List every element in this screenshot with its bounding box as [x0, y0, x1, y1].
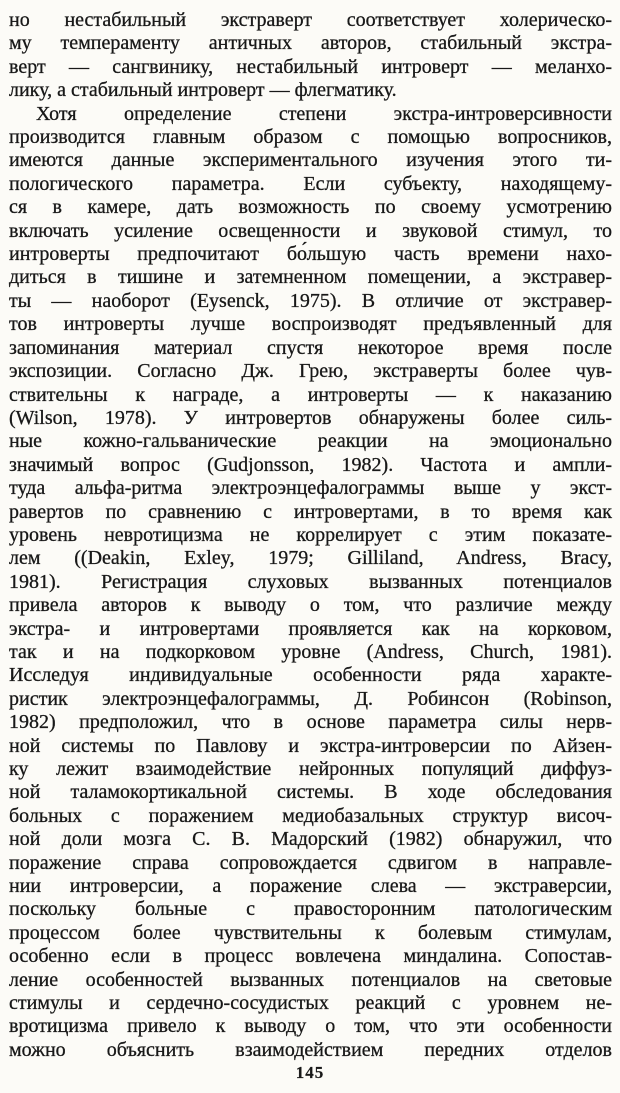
page-number: 145: [295, 1063, 325, 1082]
text-line: можно объяснить взаимодействием передних отделов: [9, 1038, 612, 1061]
text-line: включать усиление освещенности и звуковой стимул, то: [9, 219, 612, 242]
text-line: ты — наоборот (Eysenck, 1975). В отличие от экстравер-: [9, 289, 612, 312]
text-line: поражение справа сопровождается сдвигом в направле-: [9, 851, 612, 874]
text-line: верт — сангвинику, нестабильный интроверт — меланхо-: [9, 55, 612, 78]
text-line: ной таламокортикальной системы. В ходе обследования: [9, 781, 612, 804]
text-line: особенно если в процесс вовлечена миндалина. Сопостав-: [9, 945, 612, 968]
text-line: экстра- и интровертами проявляется как на корковом,: [9, 617, 612, 640]
text-line: 1982) предположил, что в основе параметра силы нерв-: [9, 711, 612, 734]
text-line: имеются данные экспериментального изучения этого ти-: [9, 149, 612, 172]
text-line: ление особенностей вызванных потенциалов на световые: [9, 968, 612, 991]
text-line: запоминания материал спустя некоторое время после: [9, 336, 612, 359]
text-line: Исследуя индивидуальные особенности ряда характе-: [9, 664, 612, 687]
text-line: ся в камере, дать возможность по своему усмотрению: [9, 196, 612, 219]
text-line: диться в тишине и затемненном помещении, а экстравер-: [9, 266, 612, 289]
text-line: поскольку больные с правосторонним патологическим: [9, 898, 612, 921]
text-line: значимый вопрос (Gudjonsson, 1982). Частота и ампли-: [9, 453, 612, 476]
text-line: ствительны к награде, а интроверты — к наказанию: [9, 383, 612, 406]
text-line: Хотя определение степени экстра-интроверсивности: [36, 102, 612, 125]
text-line: но нестабильный экстраверт соответствует холерическо-: [9, 9, 612, 31]
text-line: вротицизма привело к выводу о том, что эти особенности: [9, 1015, 612, 1038]
text-line: ной доли мозга С. В. Мадорский (1982) обнаружил, что: [9, 828, 612, 851]
text-line: (Wilson, 1978). У интровертов обнаружены более силь-: [9, 406, 612, 429]
text-line: производится главным образом с помощью вопросников,: [9, 126, 612, 149]
text-line: ной системы по Павлову и экстра-интроверсии по Айзен-: [9, 734, 612, 757]
text-line: экспозиции. Согласно Дж. Грею, экстраверты более чув-: [9, 360, 612, 383]
text-line: тов интроверты лучше воспроизводят предъявленный для: [9, 313, 612, 336]
text-line: интроверты предпочитают бо́льшую часть времени нахо-: [9, 243, 612, 266]
text-line: процессом более чувствительны к болевым стимулам,: [9, 921, 612, 944]
body-text: [9, 9, 612, 1062]
text-line: ку лежит взаимодействие нейронных популяций диффуз-: [9, 758, 612, 780]
text-line: ные кожно-гальванические реакции на эмоционально: [9, 430, 612, 453]
text-line: 1981). Регистрация слуховых вызванных потенциалов: [9, 570, 612, 593]
text-line: му темпераменту античных авторов, стабильный экстра-: [9, 32, 612, 55]
text-line: стимулы и сердечно-сосудистых реакций с уровнем не-: [9, 992, 612, 1015]
text-line: привела авторов к выводу о том, что различие между: [9, 594, 612, 617]
text-line: лику, а стабильный интроверт — флегматику.: [9, 79, 397, 102]
text-line: туда альфа-ритма электроэнцефалограммы выше у экст-: [9, 477, 612, 500]
text-line: равертов по сравнению с интровертами, в то время как: [9, 500, 612, 523]
text-line: лем ((Deakin, Exley, 1979; Gilliland, Andress, Bracy,: [9, 547, 612, 570]
text-line: пологического параметра. Если субъекту, находящему-: [9, 172, 612, 195]
text-line: больных с поражением медиобазальных структур височ-: [9, 804, 612, 827]
text-line: уровень невротицизма не коррелирует с этим показате-: [9, 523, 612, 546]
text-line: нии интроверсии, а поражение слева — экстраверсии,: [9, 875, 612, 898]
text-line: так и на подкорковом уровне (Andress, Church, 1981).: [9, 640, 612, 663]
text-line: ристик электроэнцефалограммы, Д. Робинсон (Robinson,: [9, 687, 612, 710]
